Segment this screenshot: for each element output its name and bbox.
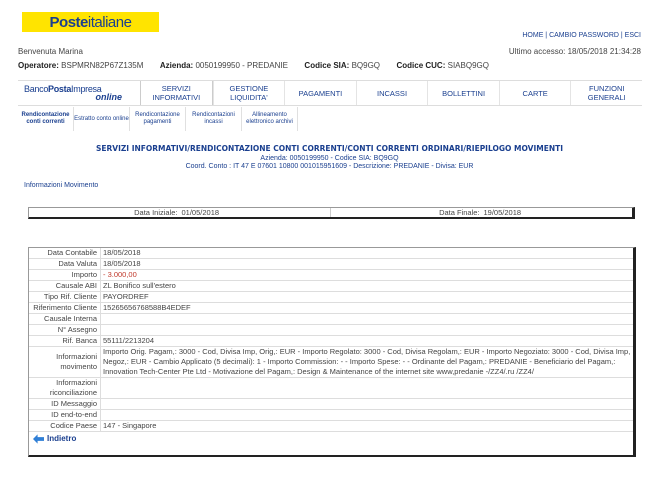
row-label: Causale Interna bbox=[29, 314, 101, 324]
amount-value: - 3.000,00 bbox=[103, 270, 137, 279]
end-date-value: 19/05/2018 bbox=[483, 208, 522, 217]
row-value bbox=[101, 378, 633, 398]
arrow-left-icon bbox=[33, 434, 44, 444]
sub-nav bbox=[18, 107, 298, 131]
table-row bbox=[29, 325, 633, 336]
logo-text-bold: Poste bbox=[49, 13, 88, 31]
row-value: 55111/2213204 bbox=[103, 336, 155, 345]
nav-pagamenti[interactable]: PAGAMENTI bbox=[284, 81, 356, 105]
table-row bbox=[29, 378, 633, 399]
azienda-label: Azienda: bbox=[159, 61, 194, 70]
back-button[interactable] bbox=[29, 432, 633, 445]
page-title: SERVIZI INFORMATIVI/RENDICONTAZIONE CONTI CORRENTI/CONTI CORRENTI ORDINARI/RIEPILOGO MOVIMENTI bbox=[95, 144, 564, 153]
back-button-label: Indietro bbox=[47, 434, 77, 443]
row-value: 18/05/2018 bbox=[103, 259, 141, 268]
row-label: Data Contabile bbox=[29, 248, 101, 258]
date-range-bar bbox=[28, 207, 635, 219]
row-label: Riferimento Cliente bbox=[29, 303, 101, 313]
subnav-estratto-conto[interactable]: Estratto conto online bbox=[74, 107, 130, 131]
operatore-label: Operatore: bbox=[18, 61, 59, 70]
bancoposta-impresa-logo[interactable] bbox=[18, 81, 140, 105]
row-value: PAYORDREF bbox=[103, 292, 149, 301]
row-value bbox=[101, 325, 633, 335]
table-row bbox=[29, 281, 633, 292]
row-label: ID Messaggio bbox=[29, 399, 101, 409]
top-links[interactable]: HOME | CAMBIO PASSWORD | ESCI bbox=[522, 32, 641, 39]
row-value bbox=[101, 314, 633, 324]
nav-servizi-informativi[interactable]: SERVIZI INFORMATIVI bbox=[140, 81, 213, 105]
row-label: Informazioni movimento bbox=[29, 347, 101, 377]
table-row bbox=[29, 270, 633, 281]
row-label: Tipo Rif. Cliente bbox=[29, 292, 101, 302]
row-value bbox=[101, 399, 633, 409]
movement-info-value: Importo Orig. Pagam,: 3000 - Cod, Divisa Imp, Orig,: EUR - Importo Regolato: 3000 - Cod, Divisa Regolam,: EUR - Importo Negoziato: 3000 - Cod, Divisa Imp, Negoz,: EUR - Cambio Applicato (5 decimali): 1 - Importo Commission: - - Importo Spese: - - Ordinante del Pagam,: PREDANIE - Beneficiario del Pagam,: Innovation Tech-Center Pte Ltd - Motivazione del Pagam,: Design & Maintenance of the internet site www,predanie -/ZZ4/.ru /ZZ4/ bbox=[103, 347, 631, 376]
page-subtitle-azienda: Azienda: 0050199950 - Codice SIA: BQ9GQ bbox=[260, 155, 399, 162]
cuc-label: Codice CUC: bbox=[396, 61, 446, 70]
last-access: Ultimo accesso: 18/05/2018 21:34:28 bbox=[508, 47, 641, 56]
page-subtitle-conto: Coord. Conto : IT 47 E 07601 10800 001015951609 - Descrizione: PREDANIE - Divisa: EUR bbox=[185, 163, 474, 170]
row-label: Rif. Banca bbox=[29, 336, 101, 346]
row-label: ID end-to-end bbox=[29, 410, 101, 420]
brand-online: online bbox=[95, 92, 122, 102]
sia-value: BQ9GQ bbox=[351, 61, 381, 70]
nav-funzioni-generali[interactable]: FUNZIONI GENERALI bbox=[570, 81, 642, 105]
row-label: N° Assegno bbox=[29, 325, 101, 335]
table-row bbox=[29, 399, 633, 410]
movement-detail-table bbox=[28, 247, 636, 457]
subnav-rendicontazione-pagamenti[interactable]: Rendicontazione pagamenti bbox=[130, 107, 186, 131]
subnav-rendicontazione-conti[interactable]: Rendicontazione conti correnti bbox=[18, 107, 74, 131]
row-value: 147 - Singapore bbox=[103, 421, 157, 430]
nav-carte[interactable]: CARTE bbox=[499, 81, 571, 105]
welcome-text: Benvenuta Marina bbox=[18, 47, 83, 56]
row-value: ZL Bonifico sull'estero bbox=[103, 281, 176, 290]
table-row bbox=[29, 336, 633, 347]
table-row bbox=[29, 421, 633, 432]
row-label: Informazioni riconciliazione bbox=[29, 378, 101, 398]
section-title: Informazioni Movimento bbox=[24, 182, 99, 189]
subnav-allineamento-archivi[interactable]: Allineamento elettronico archivi bbox=[242, 107, 298, 131]
nav-bollettini[interactable]: BOLLETTINI bbox=[427, 81, 499, 105]
brand-impresa: Impresa bbox=[71, 84, 102, 94]
row-label: Importo bbox=[29, 270, 101, 280]
row-label: Causale ABI bbox=[29, 281, 101, 291]
main-nav bbox=[18, 80, 642, 106]
row-label: Data Valuta bbox=[29, 259, 101, 269]
brand-posta: Posta bbox=[48, 84, 72, 94]
posteitaliane-logo[interactable] bbox=[22, 12, 159, 32]
logo-text-rest: italiane bbox=[87, 13, 132, 31]
table-row bbox=[29, 347, 633, 378]
table-row bbox=[29, 248, 633, 259]
table-row bbox=[29, 292, 633, 303]
row-value bbox=[101, 410, 633, 420]
row-value: 15265656768588B4EDEF bbox=[103, 303, 191, 312]
table-row bbox=[29, 303, 633, 314]
table-row bbox=[29, 410, 633, 421]
cuc-value: SIABQ9GQ bbox=[447, 61, 489, 70]
azienda-value: 0050199950 - PREDANIE bbox=[195, 61, 288, 70]
brand-banco: Banco bbox=[24, 84, 49, 94]
operatore-value: BSPMRN82P67Z135M bbox=[61, 61, 144, 70]
row-label: Codice Paese bbox=[29, 421, 101, 431]
table-row bbox=[29, 314, 633, 325]
end-date-label: Data Finale: bbox=[439, 208, 480, 217]
start-date-value: 01/05/2018 bbox=[181, 208, 220, 217]
subnav-rendicontazioni-incassi[interactable]: Rendicontazioni incassi bbox=[186, 107, 242, 131]
nav-gestione-liquidita[interactable]: GESTIONE LIQUIDITA' bbox=[213, 81, 285, 105]
table-row bbox=[29, 259, 633, 270]
nav-incassi[interactable]: INCASSI bbox=[356, 81, 428, 105]
operator-line bbox=[18, 61, 489, 70]
row-value: 18/05/2018 bbox=[103, 248, 141, 257]
sia-label: Codice SIA: bbox=[304, 61, 350, 70]
start-date-label: Data Iniziale: bbox=[134, 208, 178, 217]
